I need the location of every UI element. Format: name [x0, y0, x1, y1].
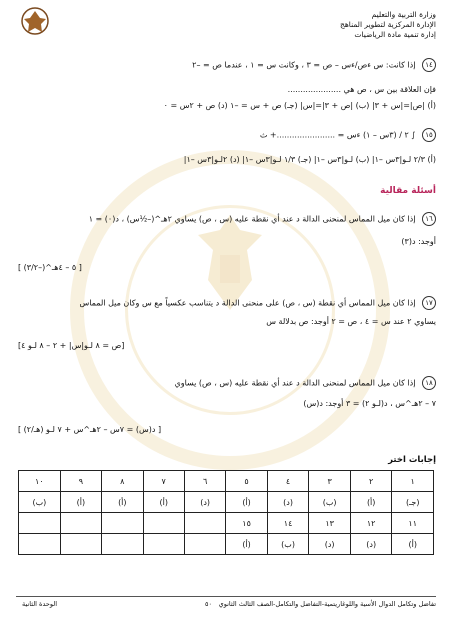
- table-cell: ١٤: [267, 513, 309, 534]
- table-cell: (أ): [226, 492, 267, 513]
- question-number: ١٥: [422, 128, 436, 142]
- table-cell: (د): [184, 492, 225, 513]
- ministry-name: وزارة التربية والتعليم: [371, 10, 436, 19]
- table-cell: (ب): [309, 492, 351, 513]
- table-cell: ٢: [350, 471, 391, 492]
- question-18-answer: [ د(س) = ٧س – ٢هـ^س + ٧ لـو (هـ/٢) ]: [18, 425, 162, 434]
- table-cell: (جـ): [392, 492, 434, 513]
- footer-title: تفاضل وتكامل الدوال الأسية واللوغاريتمية-التفاضل والتكامل-الصف الثالث الثانوي: [218, 600, 436, 608]
- table-cell: [60, 534, 101, 555]
- question-number: ١٧: [422, 296, 436, 310]
- table-cell: [19, 534, 61, 555]
- table-cell: [143, 534, 184, 555]
- table-cell: [143, 513, 184, 534]
- table-cell: ١٢: [350, 513, 391, 534]
- question-14: [16, 58, 436, 72]
- table-cell: ١: [392, 471, 434, 492]
- question-14-options: (أ) |ص|=|س + ٣| (ب) |ص + ٣|=|س| (جـ) ص + س = –١ (د) ص + ٢س = ٠: [163, 101, 436, 110]
- table-cell: [102, 534, 143, 555]
- question-number: ١٦: [422, 212, 436, 226]
- question-text: ∫ ٢ / (٣س – ١) ءس = .......................+ ث: [259, 130, 416, 140]
- table-row: [19, 534, 434, 555]
- table-cell: ١٠: [19, 471, 61, 492]
- table-row: [19, 471, 434, 492]
- footer-unit: الوحدة الثانية: [22, 600, 58, 608]
- question-text: إذا كان ميل المماس أي نقطة (س ، ص) على منحنى الدالة د يتناسب عكسياً مع س وكان ميل المماس: [79, 298, 416, 308]
- question-text: إذا كان ميل المماس لمنحنى الدالة د عند أي نقطة عليه (س ، ص) يساوي: [174, 378, 416, 388]
- question-15: [16, 128, 436, 142]
- table-cell: (د): [267, 492, 309, 513]
- department-name: الإدارة المركزية لتطوير المناهج: [340, 20, 436, 29]
- table-row: [19, 492, 434, 513]
- table-cell: ١١: [392, 513, 434, 534]
- question-18-line2: ٧ – ٢هـ^س ، د(لـو ٢) = ٣ أوجد: د(س): [303, 399, 436, 408]
- question-15-options: (أ) ٢/٣ لـو|٣س –١| (ب) لـو|٣س –١| (جـ) ١/٣ لـو|٣س –١| (د) ٢لـو|٣س –١|: [183, 155, 436, 164]
- question-17-answer: [ص = ٨ لـو|س| + ٢ – ٨ لـو ٤]: [18, 341, 125, 350]
- page-number: ٥٠: [205, 600, 212, 608]
- question-16-line2: أوجد: د(٣): [401, 237, 436, 246]
- question-number: ١٤: [422, 58, 436, 72]
- section-title: أسئلة مقالية: [380, 186, 436, 196]
- table-cell: (أ): [102, 492, 143, 513]
- question-text: إذا كان ميل المماس لمنحنى الدالة د عند أي نقطة عليه (س ، ص) يساوي ٢هـ^(–½س) ، د(٠) = ١: [88, 214, 416, 224]
- table-cell: (أ): [226, 534, 267, 555]
- subject-department: إدارة تنمية مادة الرياضيات: [354, 30, 436, 39]
- question-18: [16, 376, 436, 390]
- answers-title: إجابات اختر: [388, 455, 436, 465]
- table-cell: [102, 513, 143, 534]
- footer-divider: [16, 596, 436, 597]
- table-cell: ٤: [267, 471, 309, 492]
- question-14-line2: فإن العلاقة بين س ، ص هي .....................: [287, 85, 436, 94]
- table-cell: [184, 513, 225, 534]
- table-cell: ٨: [102, 471, 143, 492]
- table-cell: (ب): [267, 534, 309, 555]
- question-number: ١٨: [422, 376, 436, 390]
- table-cell: ١٣: [309, 513, 351, 534]
- table-cell: (د): [309, 534, 351, 555]
- ministry-logo-icon: [18, 6, 52, 36]
- question-16-answer: [ ٥ – ٤هـ^(–٣/٢) ]: [18, 263, 82, 272]
- table-cell: (أ): [60, 492, 101, 513]
- page-header: [340, 10, 436, 40]
- table-cell: (د): [350, 534, 391, 555]
- table-cell: (أ): [392, 534, 434, 555]
- question-17: [16, 296, 436, 310]
- table-cell: [60, 513, 101, 534]
- table-row: [19, 513, 434, 534]
- answers-table: [18, 470, 434, 555]
- table-cell: [184, 534, 225, 555]
- question-17-line2: يساوي ٢ عند س = ٤ ، ص = ٢ أوجد: ص بدلالة س: [266, 317, 436, 326]
- question-16: [16, 212, 436, 226]
- table-cell: ٩: [60, 471, 101, 492]
- table-cell: (ب): [19, 492, 61, 513]
- table-cell: ٧: [143, 471, 184, 492]
- table-cell: ٦: [184, 471, 225, 492]
- table-cell: [19, 513, 61, 534]
- table-cell: (أ): [350, 492, 391, 513]
- question-text: إذا كانت: س ءص/ءس – ص = ٣ ، وكانت س = ١ ، عندما ص = –٢: [192, 60, 416, 70]
- table-cell: ١٥: [226, 513, 267, 534]
- table-cell: (أ): [143, 492, 184, 513]
- table-cell: ٣: [309, 471, 351, 492]
- table-cell: ٥: [226, 471, 267, 492]
